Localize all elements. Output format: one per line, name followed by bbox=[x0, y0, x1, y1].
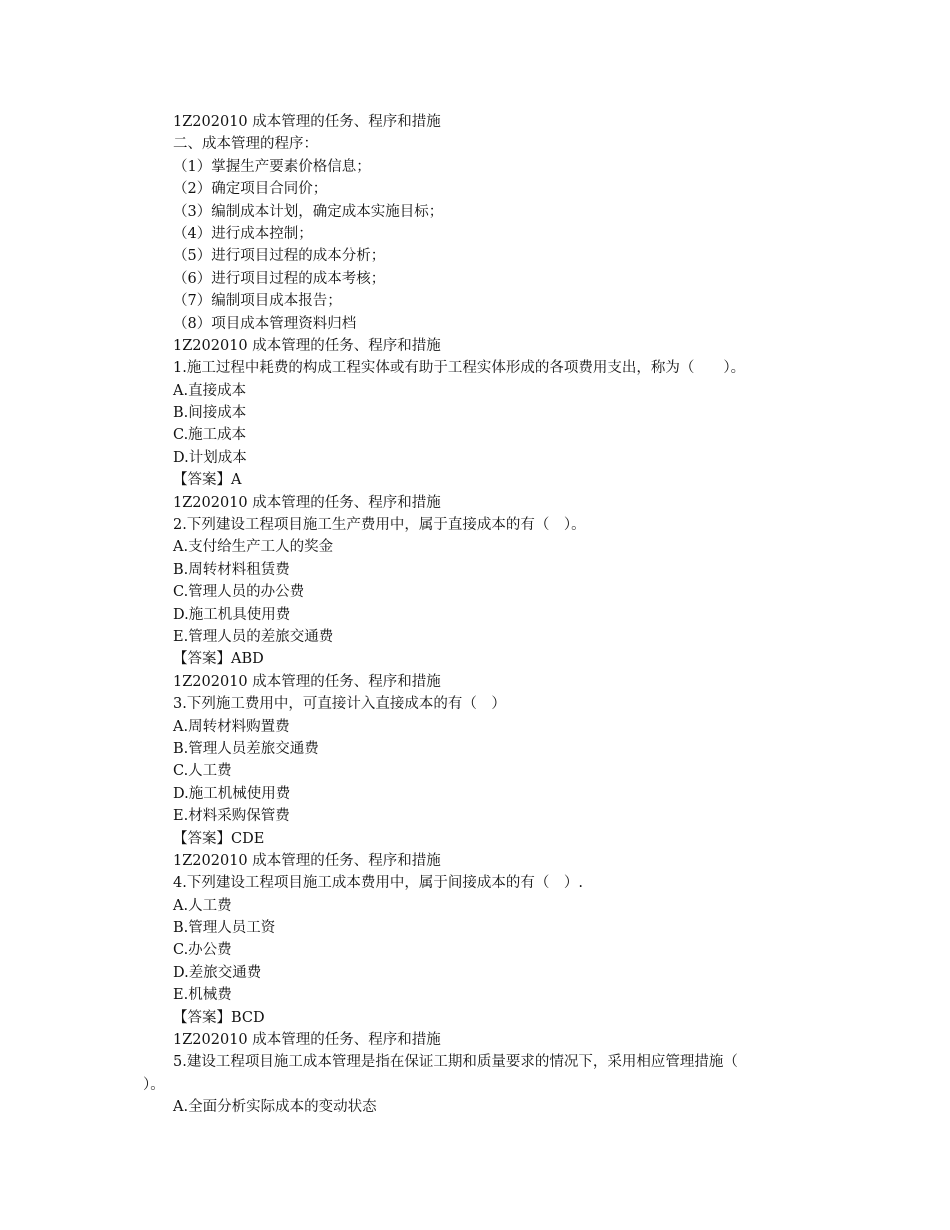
section-heading: 1Z202010 成本管理的任务、程序和措施 bbox=[173, 852, 441, 869]
option: D.施工机具使用费 bbox=[173, 606, 291, 623]
question-5: 5.建设工程项目施工成本管理是指在保证工期和质量要求的情况下，采用相应管理措施（ bbox=[173, 1054, 738, 1071]
procedure-step: （6）进行项目过程的成本考核； bbox=[173, 270, 386, 287]
procedure-step: （1）掌握生产要素价格信息； bbox=[173, 158, 371, 175]
option: A.全面分析实际成本的变动状态 bbox=[173, 1099, 377, 1116]
option: A.直接成本 bbox=[173, 382, 247, 399]
procedure-step: （7）编制项目成本报告； bbox=[173, 293, 342, 310]
question-5-continuation: ）。 bbox=[143, 1076, 165, 1093]
procedure-step: （2）确定项目合同价； bbox=[173, 181, 328, 198]
option: E.管理人员的差旅交通费 bbox=[173, 628, 334, 645]
question-3: 3.下列施工费用中，可直接计入直接成本的有（ ） bbox=[173, 696, 506, 713]
option: B.管理人员工资 bbox=[173, 920, 276, 937]
answer: 【答案】CDE bbox=[173, 830, 265, 847]
section-heading: 1Z202010 成本管理的任务、程序和措施 bbox=[173, 1032, 441, 1049]
answer: 【答案】ABD bbox=[173, 651, 264, 668]
question-2: 2.下列建设工程项目施工生产费用中，属于直接成本的有（ ）。 bbox=[173, 517, 586, 534]
subsection-heading: 二、成本管理的程序： bbox=[173, 136, 318, 153]
option: A.支付给生产工人的奖金 bbox=[173, 539, 334, 556]
section-heading: 1Z202010 成本管理的任务、程序和措施 bbox=[173, 337, 441, 354]
option: D.差旅交通费 bbox=[173, 964, 262, 981]
procedure-step: （5）进行项目过程的成本分析； bbox=[173, 248, 386, 265]
option: D.计划成本 bbox=[173, 449, 247, 466]
procedure-step: （3）编制成本计划，确定成本实施目标； bbox=[173, 203, 444, 220]
procedure-step: （4）进行成本控制； bbox=[173, 225, 313, 242]
section-heading: 1Z202010 成本管理的任务、程序和措施 bbox=[173, 494, 441, 511]
section-heading: 1Z202010 成本管理的任务、程序和措施 bbox=[173, 114, 441, 130]
option: A.人工费 bbox=[173, 897, 232, 914]
option: B.周转材料租赁费 bbox=[173, 561, 290, 578]
question-1: 1.施工过程中耗费的构成工程实体或有助于工程实体形成的各项费用支出，称为（ ）。 bbox=[173, 360, 746, 377]
option: E.机械费 bbox=[173, 987, 232, 1004]
section-heading: 1Z202010 成本管理的任务、程序和措施 bbox=[173, 673, 441, 690]
procedure-step: （8）项目成本管理资料归档 bbox=[173, 315, 357, 332]
option: C.人工费 bbox=[173, 763, 232, 780]
option: C.办公费 bbox=[173, 942, 232, 959]
answer: 【答案】BCD bbox=[173, 1009, 265, 1026]
option: A.周转材料购置费 bbox=[173, 718, 290, 735]
question-4: 4.下列建设工程项目施工成本费用中，属于间接成本的有（ ）. bbox=[173, 875, 583, 892]
option: E.材料采购保管费 bbox=[173, 808, 290, 825]
option: D.施工机械使用费 bbox=[173, 785, 291, 802]
option: C.施工成本 bbox=[173, 427, 247, 444]
option: B.间接成本 bbox=[173, 405, 247, 422]
answer: 【答案】A bbox=[173, 472, 242, 489]
option: B.管理人员差旅交通费 bbox=[173, 740, 319, 757]
document-page bbox=[0, 111, 950, 1119]
option: C.管理人员的办公费 bbox=[173, 584, 305, 601]
